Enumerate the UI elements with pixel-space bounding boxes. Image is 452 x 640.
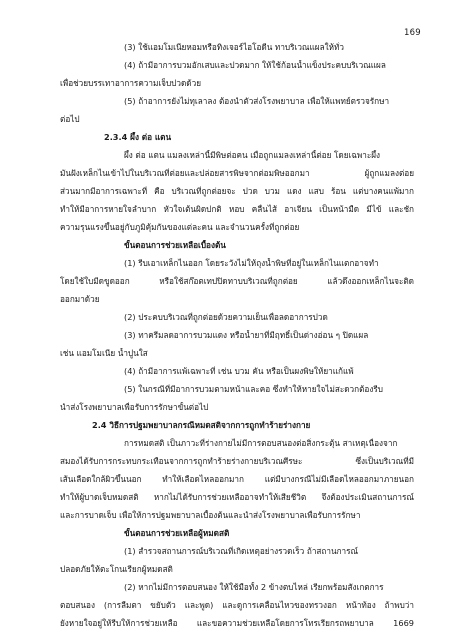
- text-line: (1) รีบเอาเหล็กไนออก โดยระวังไม่ให้ถุงน้ำพิษที่อยู่ในเหล็กไนแตกอาจทำ: [124, 258, 379, 268]
- text-line: ส่วนมากมีอาการเฉพาะที่ คือ บริเวณที่ถูกต่อยจะ ปวด บวม แดง แสบ ร้อน แต่บางคนแพ้มาก: [60, 186, 414, 196]
- text-line: (3) ทาครีมลดอาการบวมแดง หรือน้ำยาที่มีฤทธิ์เป็นด่างอ่อน ๆ ปิดแผล: [124, 330, 369, 340]
- text-line: ยังหายใจอยู่ให้รีบให้การช่วยเหลือ และขอความช่วยเหลือโดยการโทรเรียกรถพยาบาล 1669: [60, 618, 414, 628]
- section-heading: 2.3.4 ผึ้ง ต่อ แตน: [104, 132, 172, 142]
- text-line: โดยใช้ใบมีดขูดออก หรือใช้สก๊อตเทปปิดทาบบริเวณที่ถูกต่อย แล้วดึงออกเหล็กไนจะติด: [60, 276, 414, 286]
- text-line: การหมดสติ เป็นภาวะที่ร่างกายไม่มีการตอบสนองต่อสิ่งกระตุ้น สาเหตุเนื่องจาก: [124, 438, 398, 448]
- text-line: (5) ถ้าอาการยังไม่ทุเลาลง ต้องนำตัวส่งโรงพยาบาล เพื่อให้แพทย์ตรวจรักษา: [124, 96, 390, 106]
- text-line: ผึ้ง ต่อ แตน แมลงเหล่านี้มีพิษต่อคน เมื่อถูกแมลงเหล่านี้ต่อย โดยเฉพาะผึ้ง: [124, 150, 381, 160]
- text-line: ทำให้มีอาการหายใจลำบาก หัวใจเต้นผิดปกติ หอบ คลื่นไส้ อาเจียน เป็นหน้ามืด มีไข้ และชัก: [60, 204, 414, 214]
- text-line: (2) หากไม่มีการตอบสนอง ให้ใช้มือทั้ง 2 ข้างตบไหล่ เรียกพร้อมสังเกตการ: [124, 582, 384, 592]
- subheading: ขั้นตอนการช่วยเหลือผู้หมดสติ: [124, 528, 230, 538]
- page-number: 169: [404, 28, 421, 38]
- text-line: (4) ถ้ามีอาการบวมอักเสบและปวดมาก ให้ใช้ก้อนน้ำแข็งประคบบริเวณแผล: [124, 60, 386, 70]
- text-line: (3) ใช้แอมโมเนียหอมหรือทิงเจอร์ไอโอดีน ทาบริเวณแผลให้ทั่ว: [124, 42, 344, 52]
- text-line: (2) ประคบบริเวณที่ถูกต่อยด้วยความเย็นเพื่อลดอาการปวด: [124, 312, 328, 322]
- section-heading: 2.4 วิธีการปฐมพยาบาลกรณีหมดสติจากการถูกทำร้ายร่างกาย: [92, 420, 311, 430]
- text-line: (1) สำรวจสถานการณ์บริเวณที่เกิดเหตุอย่างรวดเร็ว ถ้าสถานการณ์: [124, 546, 359, 556]
- text-line: เพื่อช่วยบรรเทาอาการความเจ็บปวดด้วย: [60, 78, 202, 88]
- subheading: ขั้นตอนการช่วยเหลือเบื้องต้น: [124, 240, 226, 250]
- text-line: และการบาดเจ็บ เพื่อให้การปฐมพยาบาลเบื้องต้นและนำส่งโรงพยาบาลเพื่อรับการรักษา: [60, 510, 361, 520]
- text-line: ความรุนแรงขึ้นอยู่กับภูมิคุ้มกันของแต่ละคน และจำนวนครั้งที่ถูกต่อย: [60, 222, 300, 232]
- text-line: สมองได้รับการกระทบกระเทือนจากการถูกทำร้ายร่างกายบริเวณศีรษะ ซึ่งเป็นบริเวณที่มี: [60, 456, 414, 466]
- text-line: ออกมาด้วย: [60, 294, 100, 304]
- text-line: (4) ถ้ามีอาการแพ้เฉพาะที่ เช่น บวม คัน หรือเป็นผงพิษให้ยาแก้แพ้: [124, 366, 354, 376]
- text-line: ตอบสนอง (การลืมตา ขยับตัว และพูด) และดูการเคลื่อนไหวของทรวงอก หน้าท้อง ถ้าพบว่า: [60, 600, 414, 610]
- text-line: นำส่งโรงพยาบาลเพื่อรับการรักษาขั้นต่อไป: [60, 402, 209, 412]
- text-line: ต่อไป: [60, 114, 80, 124]
- text-line: เส้นเลือดใกล้ผิวขึ้นนอก ทำให้เลือดไหลออกมาก แต่มีบางกรณีไม่มีเลือดไหลออกมาภายนอก: [60, 474, 414, 484]
- text-line: เช่น แอมโมเนีย น้ำปูนใส: [60, 348, 148, 358]
- text-line: ปลอดภัยให้ตะโกนเรียกผู้หมดสติ: [60, 564, 173, 574]
- text-line: มันฝังเหล็กไนเข้าไปในบริเวณที่ต่อยและปล่อยสารพิษจากต่อมพิษออกมา ผู้ถูกแมลงต่อย: [60, 168, 414, 178]
- text-line: (5) ในกรณีที่มีอาการบวมตามหน้าและคอ ซึ่งทำให้หายใจไม่สะดวกต้องรีบ: [124, 384, 383, 394]
- text-line: ทำให้ผู้บาดเจ็บหมดสติ หากไม่ได้รับการช่วยเหลืออาจทำให้เสียชีวิต จึงต้องประเมินสถานการณ์: [60, 492, 414, 502]
